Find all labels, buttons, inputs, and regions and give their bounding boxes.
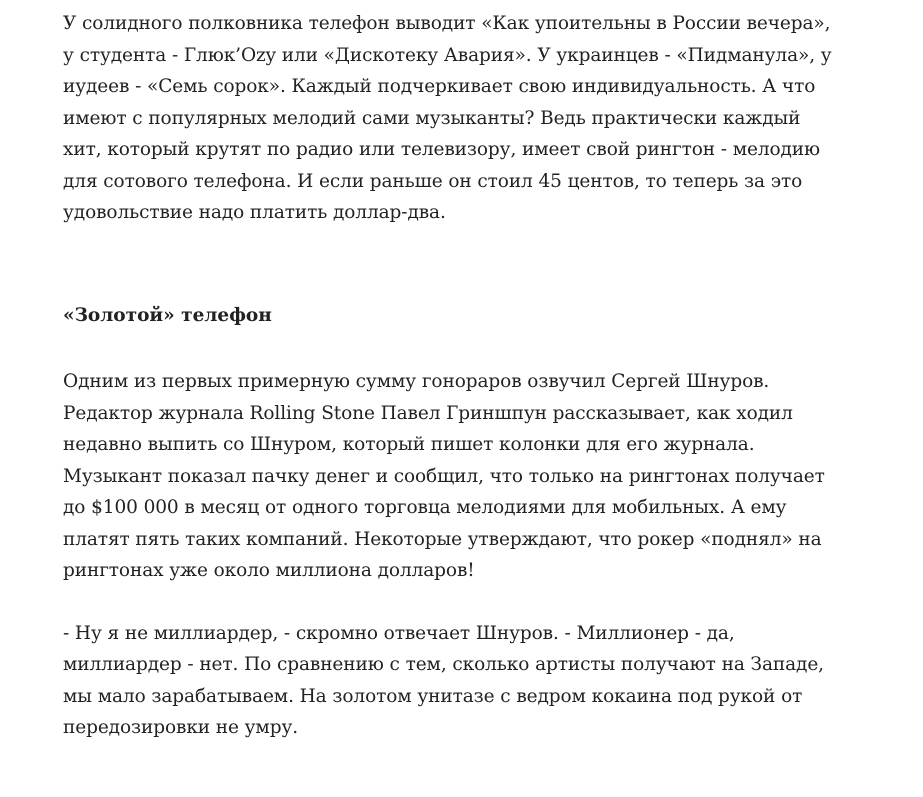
paragraph-line: у студента - Глюк’Ozy или «Дискотеку Авария». У украинцев - «Пидманула», у bbox=[63, 44, 832, 66]
body-paragraph-1 bbox=[63, 366, 913, 587]
paragraph-line: Редактор журнала Rolling Stone Павел Гриншпун рассказывает, как ходил bbox=[63, 402, 793, 424]
paragraph-line: для сотового телефона. И если раньше он стоил 45 центов, то теперь за это bbox=[63, 170, 803, 192]
paragraph-line: Одним из первых примерную сумму гонораров озвучил Сергей Шнуров. bbox=[63, 371, 770, 392]
paragraph-line: Музыкант показал пачку денег и сообщил, что только на рингтонах получает bbox=[63, 465, 825, 487]
paragraph-line: У солидного полковника телефон выводит «Как упоительны в России вечера», bbox=[63, 13, 831, 34]
paragraph-line: мы мало зарабатываем. На золотом унитазе с ведром кокаина под рукой от bbox=[63, 685, 803, 707]
article-body bbox=[63, 8, 913, 744]
paragraph-line: рингтонах уже около миллиона долларов! bbox=[63, 560, 475, 581]
paragraph-line: хит, который крутят по радио или телевизору, имеет свой рингтон - мелодию bbox=[63, 139, 821, 160]
paragraph-line: удовольствие надо платить доллар-два. bbox=[63, 202, 446, 223]
paragraph-line: недавно выпить со Шнуром, который пишет колонки для его журнала. bbox=[63, 434, 755, 455]
body-paragraph-2 bbox=[63, 618, 913, 744]
paragraph-line: до $100 000 в месяц от одного торговца мелодиями для мобильных. А ему bbox=[63, 497, 787, 518]
paragraph-line: передозировки не умру. bbox=[63, 717, 299, 738]
paragraph-line: - Ну я не миллиардер, - скромно отвечает Шнуров. - Миллионер - да, bbox=[63, 622, 735, 644]
paragraph-line: платят пять таких компаний. Некоторые утверждают, что рокер «поднял» на bbox=[63, 528, 822, 550]
paragraph-line: имеют с популярных мелодий сами музыканты? Ведь практически каждый bbox=[63, 107, 801, 129]
intro-paragraph bbox=[63, 8, 913, 229]
section-heading: «Золотой» телефон bbox=[63, 304, 272, 326]
paragraph-line: миллиардер - нет. По сравнению с тем, сколько артисты получают на Западе, bbox=[63, 654, 824, 675]
paragraph-line: иудеев - «Семь сорок». Каждый подчеркивает свою индивидуальность. А что bbox=[63, 76, 816, 97]
